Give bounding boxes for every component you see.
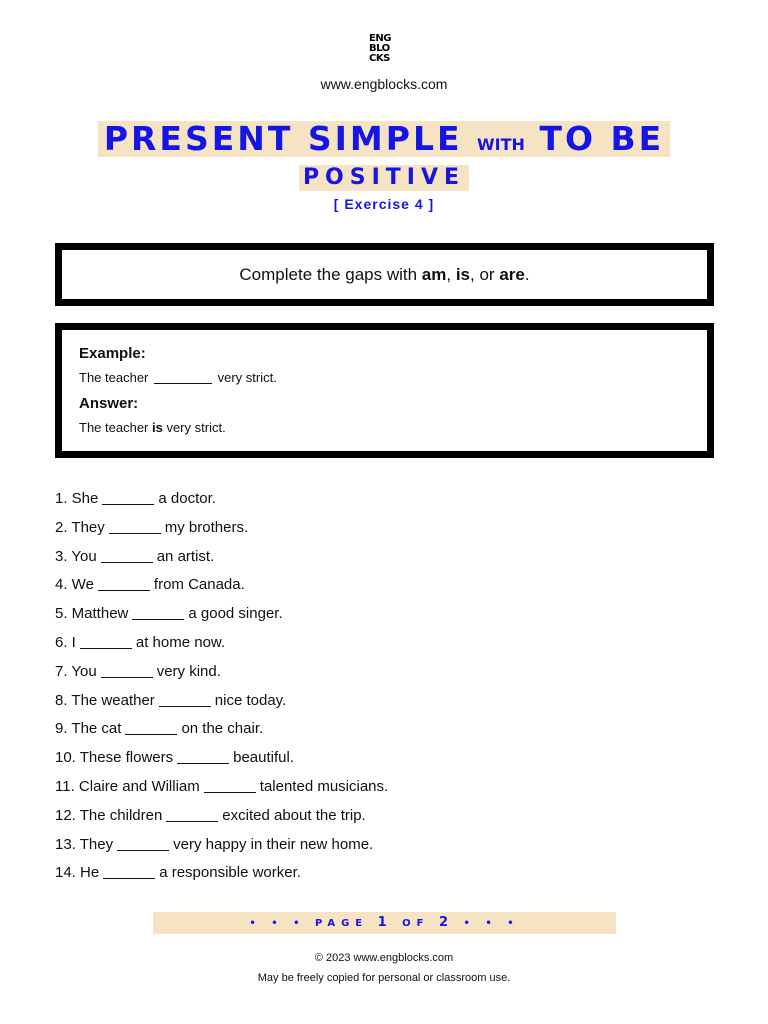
pager-current: 1 [377, 915, 393, 930]
exercise-list [55, 489, 388, 892]
answer-after: very strict. [162, 420, 226, 435]
pager-total: 2 [439, 915, 455, 930]
item-before: 7. You [55, 662, 97, 680]
item-after: from Canada. [153, 576, 245, 594]
gap-blank[interactable] [102, 489, 154, 505]
gap-blank[interactable] [101, 547, 153, 563]
item-after: very kind. [156, 662, 221, 680]
example-blank [154, 370, 212, 384]
exercise-item [55, 863, 388, 892]
item-before: 12. The children [55, 806, 163, 824]
exercise-item [55, 806, 388, 835]
exercise-item [55, 518, 388, 547]
gap-blank[interactable] [98, 575, 150, 591]
instruction-box [55, 243, 714, 306]
copyright-text: © 2023 www.engblocks.com [314, 952, 454, 964]
item-after: nice today. [214, 691, 287, 709]
exercise-item [55, 748, 388, 777]
item-after: a good singer. [188, 605, 283, 623]
item-before: 1. She [55, 490, 99, 507]
page-title [98, 121, 670, 157]
item-before: 9. The cat [55, 720, 122, 738]
exercise-item [55, 777, 388, 806]
item-after: excited about the trip. [222, 806, 366, 824]
gap-blank[interactable] [177, 748, 229, 764]
item-after: my brothers. [164, 518, 249, 536]
item-after: talented musicians. [259, 777, 389, 795]
item-after: on the chair. [181, 720, 264, 738]
item-after: very happy in their new home. [173, 835, 374, 853]
item-after: beautiful. [233, 749, 295, 767]
instruction-suffix: . [524, 265, 530, 284]
pager-page-word: PAGE [314, 918, 369, 929]
item-before: 13. They [55, 835, 114, 853]
exercise-item [55, 489, 388, 518]
gap-blank[interactable] [80, 633, 132, 649]
gap-blank[interactable] [166, 806, 218, 822]
instruction-word-is: is [455, 265, 471, 284]
gap-blank[interactable] [109, 518, 161, 534]
answer-label: Answer: [79, 395, 139, 412]
pager-dots-right: • • • [463, 918, 520, 929]
instruction-sep: , or [470, 265, 500, 284]
gap-blank[interactable] [117, 835, 169, 851]
instruction-word-are: are [499, 265, 525, 284]
engblocks-logo [369, 34, 401, 64]
example-box [55, 323, 714, 458]
page-subtitle: POSITIVE [299, 165, 469, 191]
answer-before: The teacher [79, 420, 152, 435]
pager-dots-left: • • • [249, 918, 306, 929]
title-with: WITH [477, 135, 525, 154]
item-after: at home now. [135, 633, 226, 651]
gap-blank[interactable] [132, 604, 184, 620]
instruction-prefix: Complete the gaps with [239, 265, 422, 284]
pager-of-word: OF [402, 918, 430, 929]
usage-note: May be freely copied for personal or classroom use. [257, 972, 511, 984]
exercise-item [55, 547, 388, 576]
exercise-item [55, 719, 388, 748]
exercise-item [55, 835, 388, 864]
exercise-item [55, 604, 388, 633]
exercise-item [55, 662, 388, 691]
item-before: 5. Matthew [55, 605, 129, 623]
page-indicator [153, 912, 616, 934]
gap-blank[interactable] [159, 691, 211, 707]
answer-word: is [152, 420, 163, 435]
subtitle-wrap [0, 165, 768, 191]
item-before: 4. We [55, 576, 94, 594]
example-after: very strict. [217, 370, 277, 385]
item-after: a responsible worker. [159, 864, 301, 882]
instruction-word-am: am [421, 265, 447, 284]
item-before: 6. I [55, 633, 76, 651]
title-wrap [0, 121, 768, 157]
gap-blank[interactable] [125, 719, 177, 735]
logo-line: BLO [369, 43, 390, 54]
logo-line: CKS [369, 53, 390, 64]
website-url: www.engblocks.com [320, 76, 448, 92]
item-before: 8. The weather [55, 691, 155, 709]
exercise-item [55, 691, 388, 720]
item-before: 2. They [55, 518, 105, 536]
item-after: a doctor. [158, 490, 216, 507]
gap-blank[interactable] [204, 777, 256, 793]
instruction-sep: , [446, 265, 456, 284]
item-before: 10. These flowers [55, 749, 174, 767]
title-part-2: TO BE [539, 119, 665, 158]
answer-sentence [79, 420, 707, 436]
example-sentence [79, 370, 707, 386]
item-after: an artist. [156, 547, 215, 565]
item-before: 14. He [55, 864, 100, 882]
exercise-item [55, 575, 388, 604]
gap-blank[interactable] [101, 662, 153, 678]
exercise-item [55, 633, 388, 662]
logo-line: ENG [369, 33, 391, 44]
exercise-label: [ Exercise 4 ] [333, 196, 435, 212]
example-label: Example: [79, 345, 146, 362]
item-before: 11. Claire and William [55, 777, 200, 795]
title-part-1: PRESENT SIMPLE [103, 119, 463, 158]
example-before: The teacher [79, 370, 149, 385]
gap-blank[interactable] [103, 863, 155, 879]
item-before: 3. You [55, 547, 97, 565]
